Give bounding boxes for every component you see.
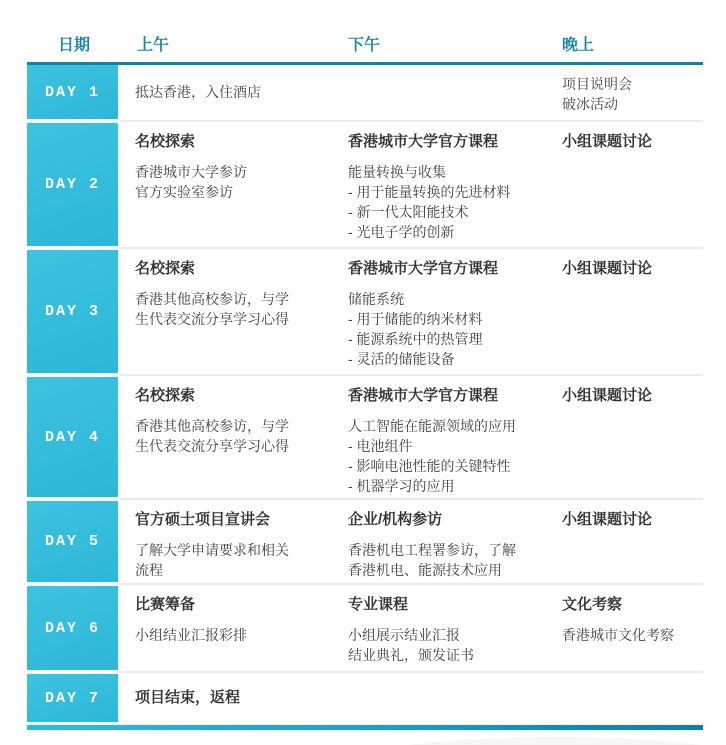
day-badge: DAY 3 [27,250,118,373]
activity-line: 生代表交流分享学习心得 [135,438,289,454]
day-4-cells [135,377,703,497]
activity-heading: 香港城市大学官方课程 [348,387,499,404]
activity-heading: 专业课程 [348,596,409,613]
activity-heading: 名校探索 [135,260,196,277]
table-row-day-4 [27,377,703,497]
table-header-row [27,34,703,62]
table-row-day-3 [27,250,703,373]
day-1-cells [135,65,703,119]
day-2-morning-cell [135,123,345,246]
activity-heading: 小组课题讨论 [562,511,653,528]
activity-line: - 能源系统中的热管理 [348,331,483,347]
activity-line: - 电池组件 [348,438,413,454]
day-2-afternoon-cell [345,123,560,246]
activity-heading: 官方硕士项目宣讲会 [135,511,271,528]
activity-line: 能量转换与收集 [348,164,446,180]
row-divider [120,583,703,585]
table-row-day-6 [27,586,703,670]
activity-line: 人工智能在能源领域的应用 [348,418,516,434]
activity-line: - 用于能量转换的先进材料 [348,184,511,200]
day-6-morning-cell [135,586,345,670]
day-5-cells [135,501,703,582]
day-2-cells [135,123,703,246]
activity-heading: 比赛筹备 [135,596,196,613]
table-row-day-1 [27,65,703,119]
day-badge: DAY 2 [27,123,118,246]
day-7-afternoon-cell [345,674,560,722]
column-header-date: 日期 [58,37,91,54]
activity-line: 官方实验室参访 [135,184,233,200]
day-3-cells [135,250,703,373]
day-6-cells [135,586,703,670]
day-badge: DAY 6 [27,586,118,670]
activity-heading: 小组课题讨论 [562,260,653,277]
itinerary-table [27,0,703,730]
row-divider [120,247,703,249]
activity-line: 香港城市大学参访 [135,164,247,180]
day-4-evening-cell [560,377,703,497]
row-divider [120,120,703,122]
column-header-afternoon: 下午 [348,37,381,54]
activity-heading: 香港城市大学官方课程 [348,260,499,277]
day-badge: DAY 7 [27,674,118,722]
activity-heading: 企业/机构参访 [348,511,443,528]
activity-heading: 名校探索 [135,387,196,404]
activity-heading: 项目结束，返程 [135,689,241,706]
activity-line: 储能系统 [348,291,404,307]
activity-line: 抵达香港，入住酒店 [135,84,261,100]
day-3-afternoon-cell [345,250,560,373]
column-header-evening: 晚上 [562,37,595,54]
day-3-morning-cell [135,250,345,373]
activity-line: 香港其他高校参访，与学 [135,418,289,434]
day-4-afternoon-cell [345,377,560,497]
day-1-evening-cell [560,65,703,119]
day-7-evening-cell [560,674,703,722]
activity-line: - 用于储能的纳米材料 [348,311,483,327]
day-1-afternoon-cell [345,65,560,119]
day-1-morning-cell [135,65,345,119]
day-5-afternoon-cell [345,501,560,582]
day-3-evening-cell [560,250,703,373]
activity-heading: 香港城市大学官方课程 [348,133,499,150]
activity-line: 项目说明会 [562,76,632,92]
activity-line: 了解大学申请要求和相关 [135,542,289,558]
activity-line: - 新一代太阳能技术 [348,204,469,220]
day-7-morning-cell [135,674,345,722]
day-5-morning-cell [135,501,345,582]
column-header-morning: 上午 [137,37,170,54]
activity-line: 香港城市文化考察 [562,627,674,643]
activity-line: - 影响电池性能的关键特性 [348,458,511,474]
day-6-afternoon-cell [345,586,560,670]
row-divider [120,374,703,376]
activity-heading: 小组课题讨论 [562,133,653,150]
activity-line: 小组展示结业汇报 [348,627,460,643]
background-arc-decoration [340,737,726,745]
activity-line: 香港机电工程署参访，了解 [348,542,516,558]
activity-heading: 文化考察 [562,596,623,613]
activity-line: 生代表交流分享学习心得 [135,311,289,327]
day-5-evening-cell [560,501,703,582]
table-row-day-7 [27,674,703,722]
activity-heading: 小组课题讨论 [562,387,653,404]
row-divider [120,498,703,500]
day-2-evening-cell [560,123,703,246]
table-row-day-5 [27,501,703,582]
activity-line: 香港机电、能源技术应用 [348,562,502,578]
row-divider [120,671,703,673]
bottom-accent-bar [27,725,703,730]
activity-line: 结业典礼，颁发证书 [348,647,474,663]
activity-line: 香港其他高校参访，与学 [135,291,289,307]
activity-line: 小组结业汇报彩排 [135,627,247,643]
activity-line: 破冰活动 [562,96,618,112]
day-badge: DAY 4 [27,377,118,497]
activity-line: - 光电子学的创新 [348,224,455,240]
day-badge: DAY 1 [27,65,118,119]
activity-heading: 名校探索 [135,133,196,150]
activity-line: - 灵活的储能设备 [348,351,455,367]
activity-line: - 机器学习的应用 [348,478,455,494]
day-4-morning-cell [135,377,345,497]
activity-line: 流程 [135,562,163,578]
day-badge: DAY 5 [27,501,118,582]
day-6-evening-cell [560,586,703,670]
day-7-cells [135,674,703,722]
table-row-day-2 [27,123,703,246]
